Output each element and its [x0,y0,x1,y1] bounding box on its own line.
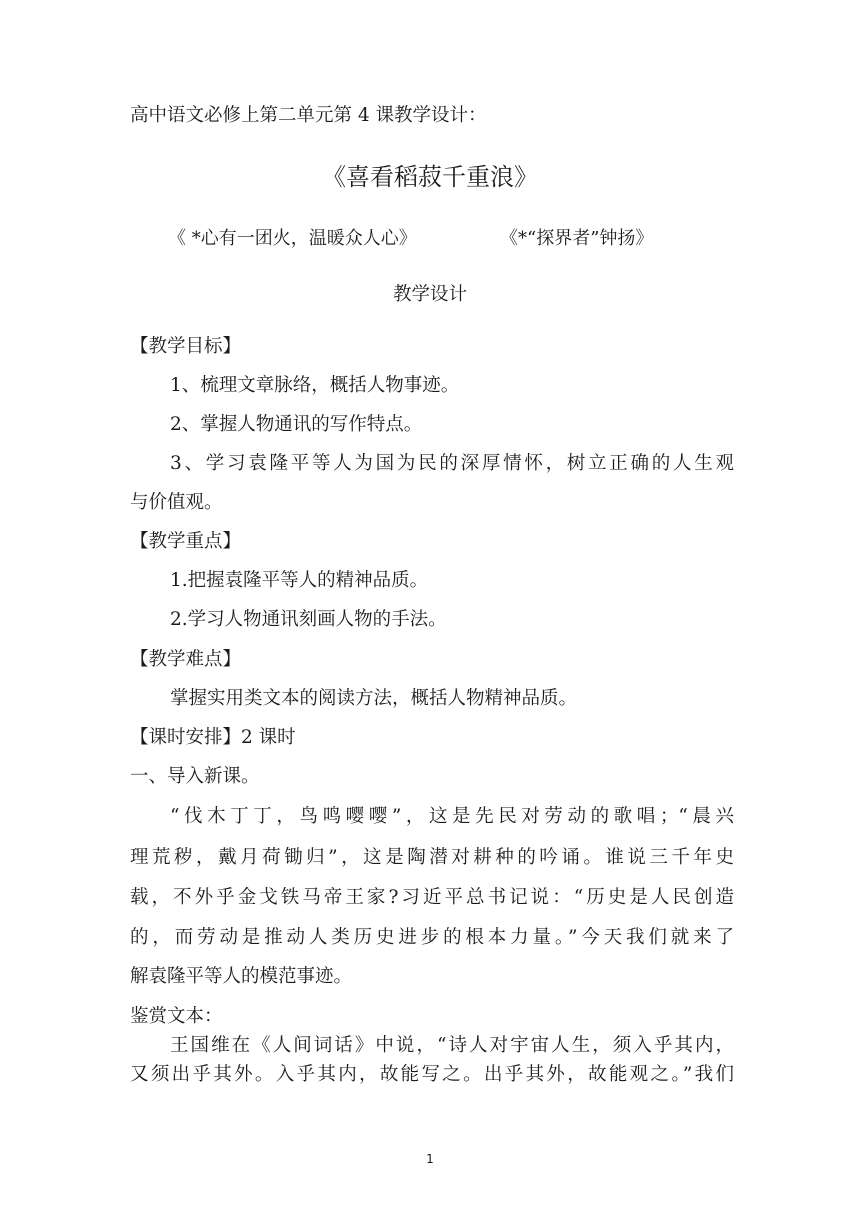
goal-item-3-line-1: 3、学习袁隆平等人为国为民的深厚情怀，树立正确的人生观 [170,453,734,474]
goal-item-1: 1、梳理文章脉络，概括人物事迹。 [170,375,460,396]
difficulty-heading: 【教学难点】 [130,649,242,670]
goal-item-3-line-2: 与价值观。 [130,492,223,513]
keypoints-heading: 【教学重点】 [130,531,242,552]
subtitle-right: 《*“探界者”钟扬》 [500,228,654,249]
appreciate-line-2: 又须出乎其外。入乎其内，故能写之。出乎其外，故能观之。”我们 [130,1064,734,1085]
section-heading-intro: 一、导入新课。 [130,766,260,787]
intro-paragraph-line-5: 解袁隆平等人的模范事迹。 [130,966,353,987]
header-line: 高中语文必修上第二单元第 4 课教学设计： [130,105,487,126]
appreciate-heading: 鉴赏文本： [130,1006,223,1027]
keypoint-item-1: 1.把握袁隆平等人的精神品质。 [170,570,429,591]
goals-heading: 【教学目标】 [130,336,242,357]
main-title: 《喜看稻菽千重浪》 [322,163,538,191]
page-number: 1 [426,1152,434,1166]
keypoint-item-2: 2.学习人物通讯刻画人物的手法。 [170,609,447,630]
intro-paragraph-line-3: 载，不外乎金戈铁马帝王家?习近平总书记说：“历史是人民创造 [130,887,734,908]
subtitle-left: 《 *心有一团火，温暖众人心》 [168,228,417,249]
intro-paragraph-line-1: “伐木丁丁，鸟鸣嘤嘤”，这是先民对劳动的歌唱；“晨兴 [170,806,734,827]
schedule-line: 【课时安排】2 课时 [130,727,296,748]
intro-paragraph-line-2: 理荒秽，戴月荷锄归”，这是陶潜对耕种的吟诵。谁说三千年史 [130,847,734,868]
difficulty-item-1: 掌握实用类文本的阅读方法，概括人物精神品质。 [170,688,578,709]
appreciate-line-1: 王国维在《人间词话》中说，“诗人对宇宙人生，须入乎其内， [170,1035,734,1056]
design-heading: 教学设计 [392,284,467,305]
intro-paragraph-line-4: 的，而劳动是推动人类历史进步的根本力量。”今天我们就来了 [130,927,734,948]
goal-item-2: 2、掌握人物通讯的写作特点。 [170,414,423,435]
